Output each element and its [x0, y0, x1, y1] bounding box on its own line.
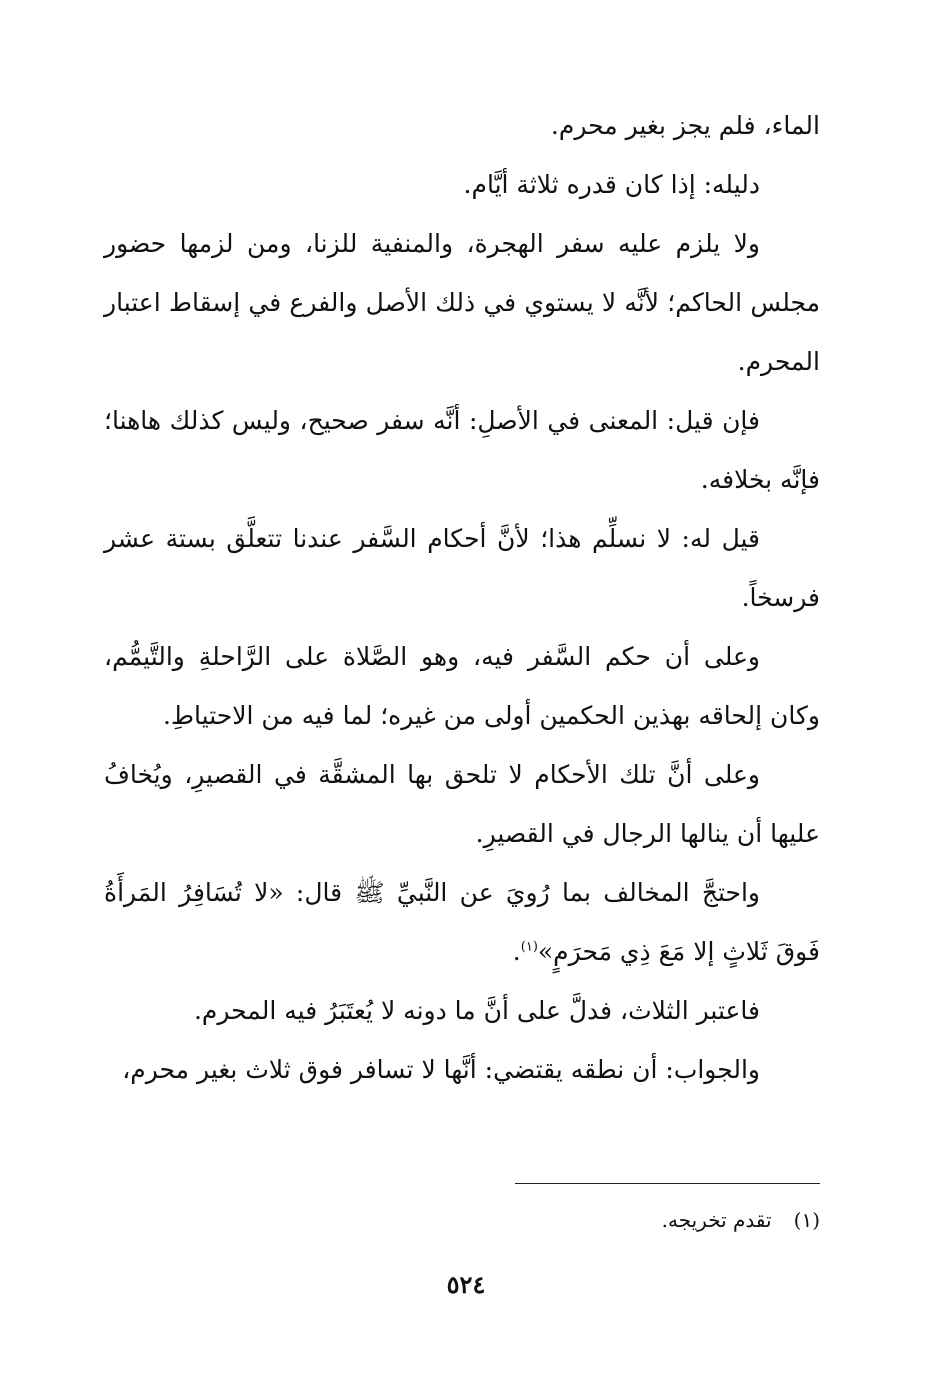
paragraph: دليله: إذا كان قدره ثلاثة أيَّام.	[463, 170, 760, 199]
hadith-text: واحتجَّ المخالف بما رُويَ عن النَّبيِّ ﷺ قال: «لا تُسَافِرُ المَرأَةُ فَوقَ ثَلاثٍ إلا مَعَ ذِي مَحرَمٍ»	[104, 878, 820, 966]
footnote-separator	[515, 1183, 820, 1184]
main-text	[104, 96, 820, 1099]
footnote-number: (١)	[793, 1208, 820, 1232]
footnote	[440, 1205, 820, 1235]
paragraph: الماء، فلم يجز بغير محرم.	[550, 111, 820, 140]
paragraph: وعلى أن حكم السَّفر فيه، وهو الصَّلاة على الرَّاحلةِ والتَّيمُّم، وكان إلحاقه بهذين الحكمين أولى من غيره؛ لما فيه من الاحتياطِ.	[104, 642, 820, 730]
paragraph: قيل له: لا نسلِّم هذا؛ لأنَّ أحكام السَّفر عندنا تتعلَّق بستة عشر فرسخاً.	[104, 524, 820, 612]
paragraph: والجواب: أن نطقه يقتضي: أنَّها لا تسافر فوق ثلاث بغير محرم،	[122, 1055, 760, 1084]
paragraph: ولا يلزم عليه سفر الهجرة، والمنفية للزنا، ومن لزمها حضور مجلس الحاكم؛ لأنَّه لا يستوي في ذلك الأصل والفرع في إسقاط اعتبار المحرم.	[104, 229, 820, 376]
period: .	[512, 937, 521, 966]
footnote-marker: (١)	[520, 939, 538, 955]
footnote-text: تقدم تخريجه.	[661, 1208, 772, 1232]
page-number: ٥٢٤	[446, 1270, 486, 1299]
paragraph-with-hadith	[104, 863, 820, 981]
paragraph: فاعتبر الثلاث، فدلَّ على أنَّ ما دونه لا يُعتَبَرُ فيه المحرم.	[193, 996, 760, 1025]
paragraph: وعلى أنَّ تلك الأحكام لا تلحق بها المشقَّة في القصيرِ، ويُخافُ عليها أن ينالها الرجال في القصيرِ.	[104, 760, 820, 848]
paragraph: فإن قيل: المعنى في الأصلِ: أنَّه سفر صحيح، وليس كذلك هاهنا؛ فإنَّه بخلافه.	[104, 406, 820, 494]
